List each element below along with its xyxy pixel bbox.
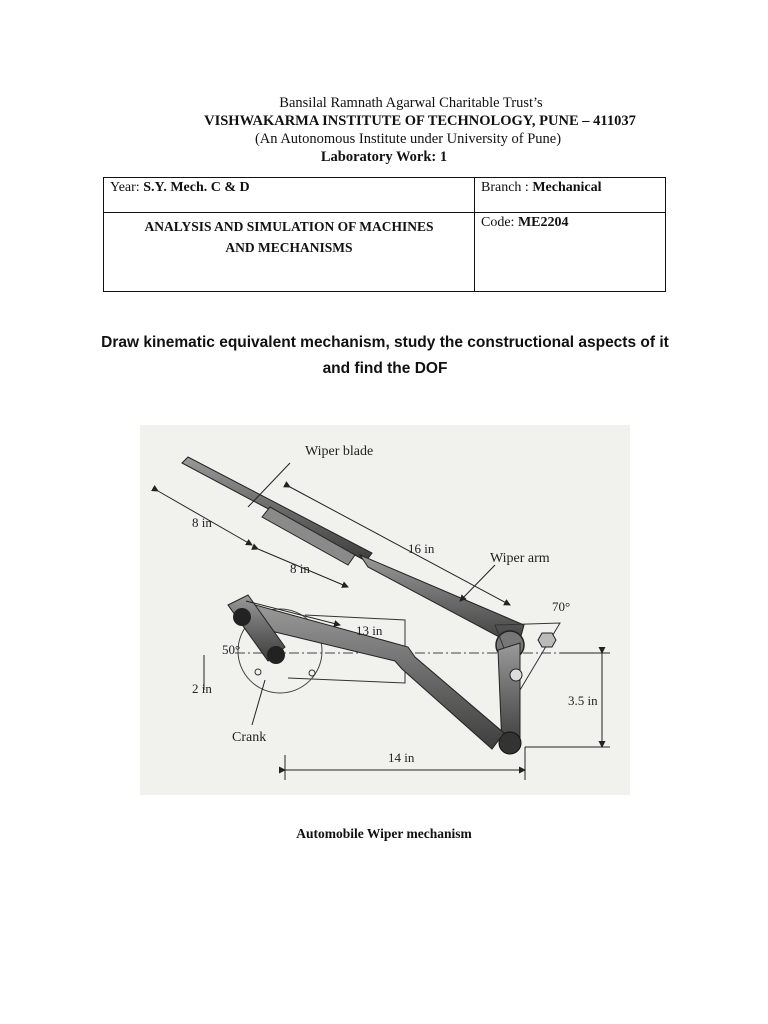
table-row — [104, 213, 666, 292]
label-dim-14in: 14 in — [388, 750, 415, 765]
institute-affiliation: (An Autonomous Institute under University of Pune) — [254, 131, 562, 147]
course-title-line1: ANALYSIS AND SIMULATION OF MACHINES — [144, 219, 434, 234]
table-row — [104, 178, 666, 213]
branch-value: Mechanical — [532, 180, 602, 195]
year-cell — [104, 178, 475, 213]
label-dim-8in-a: 8 in — [192, 515, 212, 530]
label-angle-50: 50° — [222, 642, 241, 657]
crank-pin — [233, 608, 251, 626]
label-dim-16in: 16 in — [408, 541, 435, 556]
crank-pivot — [267, 646, 285, 664]
year-label: Year: — [110, 180, 144, 195]
label-dim-3-5in: 3.5 in — [568, 693, 598, 708]
institute-name: VISHWAKARMA INSTITUTE OF TECHNOLOGY, PUNE – 411037 — [204, 113, 636, 129]
code-cell — [475, 213, 666, 292]
label-angle-70: 70° — [552, 599, 571, 614]
label-dim-2in: 2 in — [192, 681, 212, 696]
label-crank: Crank — [232, 730, 267, 745]
course-info-table — [103, 177, 666, 292]
task-statement — [90, 330, 680, 382]
label-wiper-arm: Wiper arm — [490, 551, 550, 566]
code-value: ME2204 — [517, 215, 569, 230]
course-title-line2: AND MECHANISMS — [225, 240, 353, 255]
label-wiper-blade: Wiper blade — [305, 444, 374, 459]
rocker-pin — [510, 669, 522, 681]
lab-work-title: Laboratory Work: 1 — [320, 149, 448, 165]
year-value: S.Y. Mech. C & D — [143, 180, 250, 195]
task-line-2: and find the DOF — [322, 360, 448, 377]
task-line-1: Draw kinematic equivalent mechanism, study the constructional aspects of it — [101, 334, 669, 351]
arm-nut — [538, 633, 556, 647]
branch-cell — [475, 178, 666, 213]
branch-label: Branch : — [481, 180, 533, 195]
label-dim-8in-b: 8 in — [290, 561, 310, 576]
code-label: Code: — [481, 215, 518, 230]
course-cell — [104, 213, 475, 292]
figure-caption: Automobile Wiper mechanism — [296, 826, 472, 841]
wiper-mechanism-figure — [140, 425, 630, 795]
trust-name: Bansilal Ramnath Agarwal Charitable Trust’s — [279, 95, 543, 111]
label-dim-13in: 13 in — [356, 623, 383, 638]
